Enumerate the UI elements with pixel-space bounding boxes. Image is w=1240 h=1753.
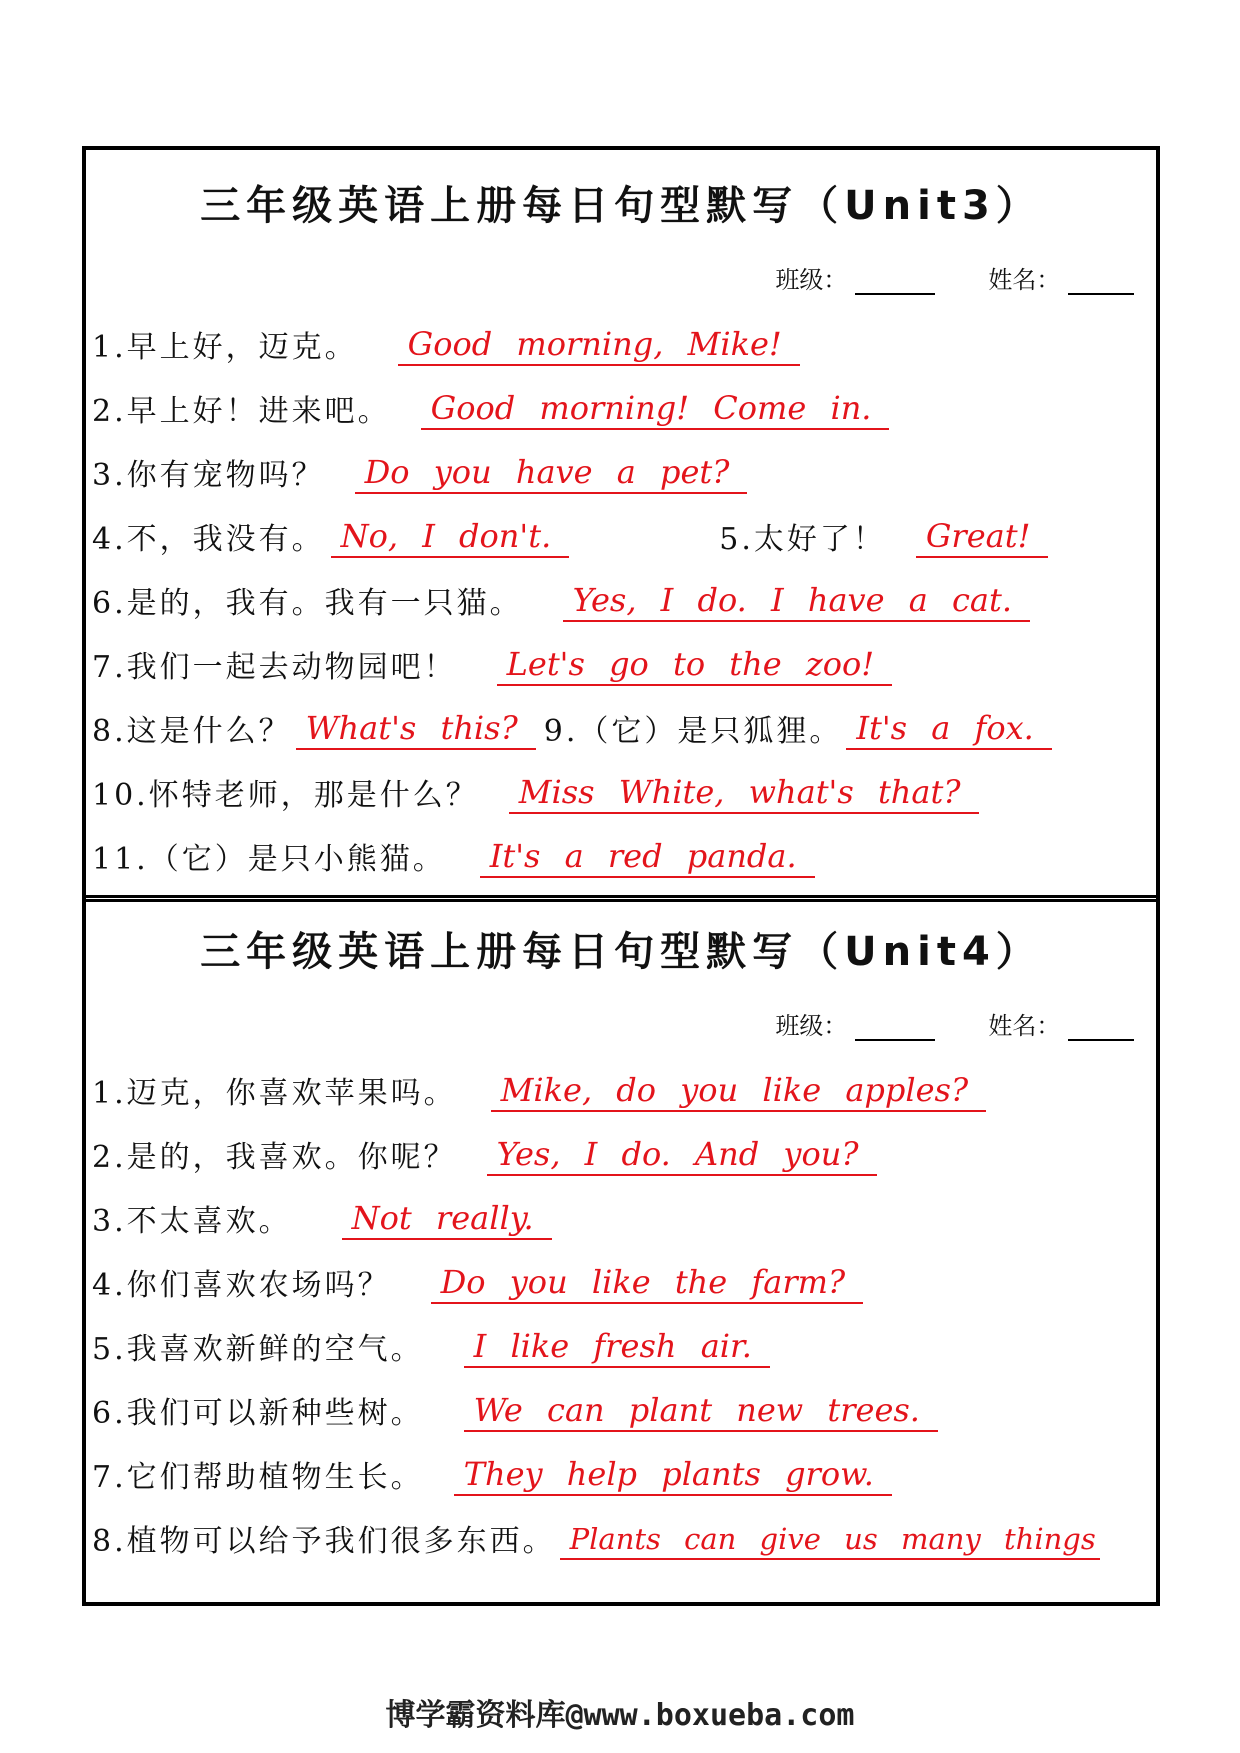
prompt-zh: 5.我喜欢新鲜的空气。 bbox=[92, 1332, 424, 1367]
unit3-row-8-9 bbox=[92, 700, 1146, 750]
answer-en: I like fresh air. bbox=[464, 1329, 770, 1368]
answer-en: It's a red panda. bbox=[480, 839, 815, 878]
answer-en: Miss White, what's that? bbox=[509, 775, 979, 814]
answer-en: Yes, I do. I have a cat. bbox=[563, 583, 1030, 622]
unit3-row-10 bbox=[92, 764, 1146, 814]
prompt-zh: 11.（它）是只小熊猫。 bbox=[92, 842, 446, 877]
answer-en: They help plants grow. bbox=[454, 1457, 892, 1496]
prompt-zh-9: 9.（它）是只狐狸。 bbox=[543, 714, 843, 749]
unit3-row-3 bbox=[92, 444, 1146, 494]
answer-en: Good morning, Mike! bbox=[398, 327, 800, 366]
unit4-row-8 bbox=[92, 1510, 1146, 1560]
answer-en-9: It's a fox. bbox=[846, 711, 1051, 750]
worksheet bbox=[82, 146, 1160, 1606]
answer-en: Let's go to the zoo! bbox=[497, 647, 892, 686]
unit3-title: 三年级英语上册每日句型默写（Unit3） bbox=[200, 183, 1042, 229]
unit4-title: 三年级英语上册每日句型默写（Unit4） bbox=[200, 929, 1042, 975]
prompt-zh: 8.这是什么？ bbox=[92, 714, 292, 749]
name-label: 姓名： bbox=[988, 266, 1061, 294]
class-blank[interactable] bbox=[855, 267, 935, 295]
answer-en: Do you have a pet? bbox=[355, 455, 748, 494]
unit3-row-4-5 bbox=[92, 508, 1146, 558]
prompt-zh: 10.怀特老师，那是什么？ bbox=[92, 778, 479, 813]
prompt-zh: 7.它们帮助植物生长。 bbox=[92, 1460, 424, 1495]
unit3-row-2 bbox=[92, 380, 1146, 430]
prompt-zh: 4.不，我没有。 bbox=[92, 522, 325, 557]
name-blank[interactable] bbox=[1068, 1013, 1134, 1041]
unit4-row-2 bbox=[92, 1126, 1146, 1176]
watermark-footer: 博学霸资料库@www.boxueba.com bbox=[385, 1698, 855, 1733]
unit4-row-6 bbox=[92, 1382, 1146, 1432]
unit3-row-1 bbox=[92, 316, 1146, 366]
unit4-class-name-fields bbox=[775, 1006, 1134, 1041]
unit4-row-7 bbox=[92, 1446, 1146, 1496]
class-blank[interactable] bbox=[855, 1013, 935, 1041]
prompt-zh: 1.迈克，你喜欢苹果吗。 bbox=[92, 1076, 457, 1111]
section-divider bbox=[86, 895, 1156, 902]
prompt-zh: 6.是的，我有。我有一只猫。 bbox=[92, 586, 523, 621]
answer-en: Do you like the farm? bbox=[431, 1265, 863, 1304]
unit4-row-4 bbox=[92, 1254, 1146, 1304]
prompt-zh: 2.早上好！进来吧。 bbox=[92, 394, 391, 429]
answer-en: What's this? bbox=[296, 711, 536, 750]
answer-en: Not really. bbox=[342, 1201, 552, 1240]
unit3-row-7 bbox=[92, 636, 1146, 686]
answer-en: Mike, do you like apples? bbox=[491, 1073, 986, 1112]
answer-en: Plants can give us many things bbox=[560, 1524, 1100, 1560]
prompt-zh: 4.你们喜欢农场吗？ bbox=[92, 1268, 391, 1303]
unit4-row-5 bbox=[92, 1318, 1146, 1368]
prompt-zh: 3.你有宠物吗？ bbox=[92, 458, 325, 493]
answer-en-5: Great! bbox=[916, 519, 1049, 558]
prompt-zh: 3.不太喜欢。 bbox=[92, 1204, 292, 1239]
prompt-zh: 7.我们一起去动物园吧！ bbox=[92, 650, 457, 685]
unit4-row-1 bbox=[92, 1062, 1146, 1112]
class-label: 班级： bbox=[775, 266, 848, 294]
answer-en: Yes, I do. And you? bbox=[487, 1137, 877, 1176]
unit3-row-6 bbox=[92, 572, 1146, 622]
prompt-zh: 2.是的，我喜欢。你呢？ bbox=[92, 1140, 457, 1175]
name-label: 姓名： bbox=[988, 1012, 1061, 1040]
unit3-row-11 bbox=[92, 828, 1146, 878]
prompt-zh: 1.早上好，迈克。 bbox=[92, 330, 358, 365]
answer-en: Good morning! Come in. bbox=[421, 391, 890, 430]
answer-en: No, I don't. bbox=[331, 519, 570, 558]
unit3-class-name-fields bbox=[775, 260, 1134, 295]
prompt-zh: 6.我们可以新种些树。 bbox=[92, 1396, 424, 1431]
name-blank[interactable] bbox=[1068, 267, 1134, 295]
unit4-row-3 bbox=[92, 1190, 1146, 1240]
prompt-zh-5: 5.太好了！ bbox=[719, 522, 886, 557]
prompt-zh: 8.植物可以给予我们很多东西。 bbox=[92, 1524, 556, 1559]
answer-en: We can plant new trees. bbox=[464, 1393, 938, 1432]
class-label: 班级： bbox=[775, 1012, 848, 1040]
